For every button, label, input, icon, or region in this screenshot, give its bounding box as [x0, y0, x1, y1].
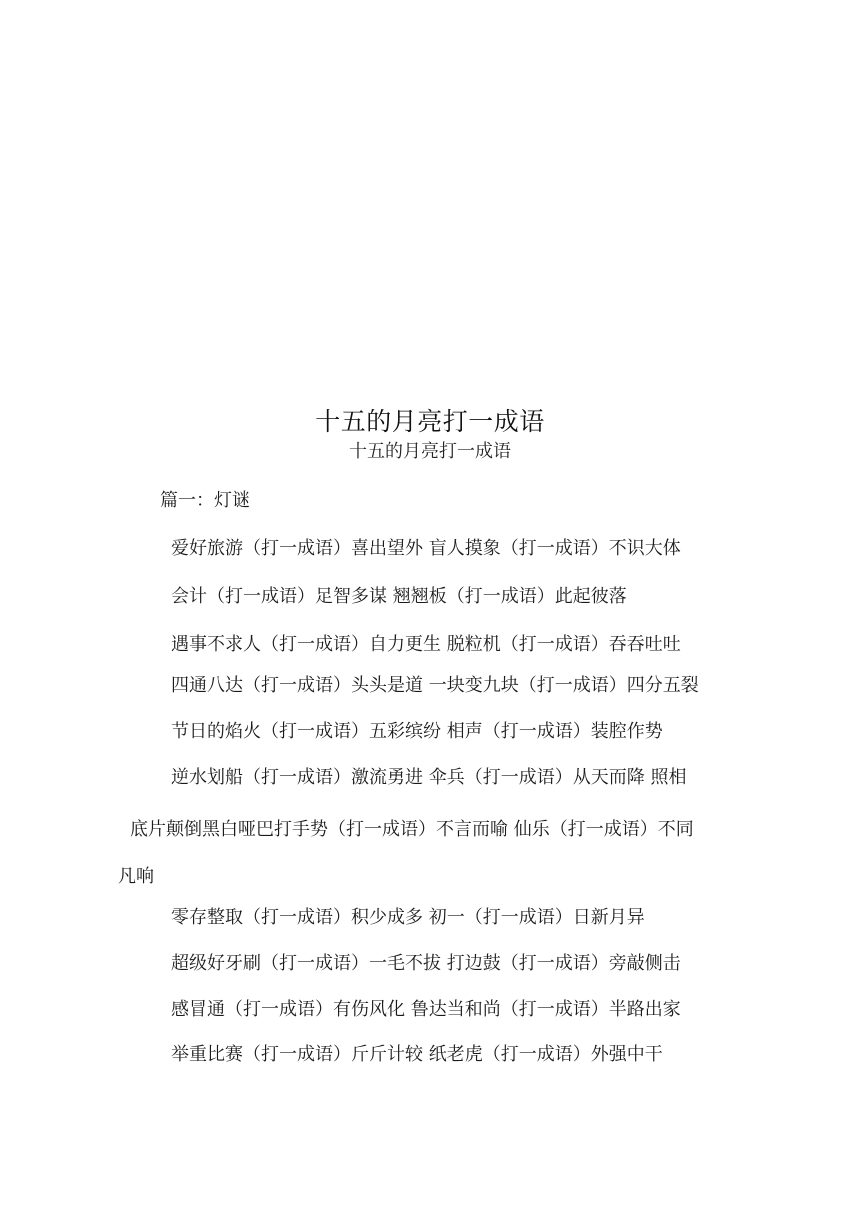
document-title: 十五的月亮打一成语 [315, 407, 545, 436]
riddle-line-continuation: 凡响 [118, 866, 154, 887]
riddle-line: 爱好旅游（打一成语）喜出望外 盲人摸象（打一成语）不识大体 [171, 538, 681, 559]
riddle-line: 底片颠倒黑白哑巴打手势（打一成语）不言而喻 仙乐（打一成语）不同 [130, 819, 694, 840]
riddle-line: 四通八达（打一成语）头头是道 一块变九块（打一成语）四分五裂 [171, 675, 699, 696]
riddle-line: 逆水划船（打一成语）激流勇进 伞兵（打一成语）从天而降 照相 [171, 767, 687, 788]
riddle-line: 零存整取（打一成语）积少成多 初一（打一成语）日新月异 [171, 907, 645, 928]
riddle-line: 举重比赛（打一成语）斤斤计较 纸老虎（打一成语）外强中干 [171, 1044, 663, 1065]
riddle-line: 遇事不求人（打一成语）自力更生 脱粒机（打一成语）吞吞吐吐 [171, 634, 681, 655]
document-subtitle: 十五的月亮打一成语 [349, 441, 511, 462]
riddle-line: 节日的焰火（打一成语）五彩缤纷 相声（打一成语）装腔作势 [171, 721, 663, 742]
riddle-line: 超级好牙刷（打一成语）一毛不拔 打边鼓（打一成语）旁敲侧击 [171, 953, 681, 974]
riddle-line: 会计（打一成语）足智多谋 翘翘板（打一成语）此起彼落 [171, 586, 627, 607]
riddle-line: 感冒通（打一成语）有伤风化 鲁达当和尚（打一成语）半路出家 [171, 999, 681, 1020]
section-heading: 篇一：灯谜 [160, 490, 250, 511]
